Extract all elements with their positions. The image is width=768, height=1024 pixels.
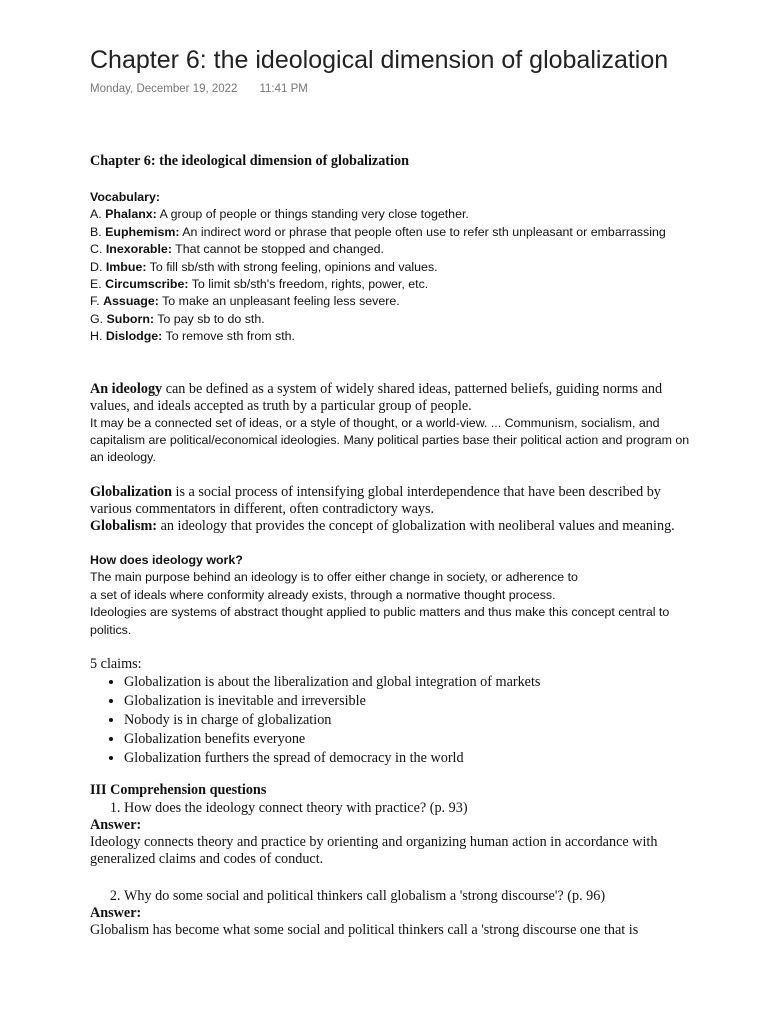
list-item: • Globalization is about the liberalization and global integration of markets [124, 673, 690, 692]
page-date: Monday, December 19, 2022 [90, 83, 238, 95]
page-time: 11:41 PM [259, 83, 308, 95]
how-line-1: The main purpose behind an ideology is to offer either change in society, or adherence to [90, 570, 578, 585]
globalization-section [90, 484, 690, 535]
note-content [90, 153, 690, 939]
how-title: How does ideology work? [90, 552, 243, 567]
vocab-definition: To make an unpleasant feeling less severe. [158, 294, 400, 309]
how-line-2: a set of ideals where conformity already exists, through a normative thought process. [90, 587, 556, 602]
globalism-term: Globalism: [90, 517, 158, 534]
how-line-3: Ideologies are systems of abstract thought applied to public matters and thus make this concept central to politics. [90, 605, 670, 637]
vocab-prefix: B. [90, 224, 106, 239]
ideology-extra: It may be a connected set of ideas, or a style of thought, or a world-view. ... Communism, socialism, and capitalism are political/economical ideologies. Many political parties base their political action and program on an ideology. [90, 415, 690, 465]
answer-1: Ideology connects theory and practice by orienting and organizing human action in accordance with generalized claims and codes of conduct. [90, 833, 658, 867]
claims-section [90, 656, 690, 768]
vocab-prefix: E. [90, 277, 106, 292]
vocab-definition: To remove sth from sth. [162, 329, 295, 344]
how-ideology-works-section [90, 552, 690, 639]
ideology-def-text: can be defined as a system of widely shared ideas, patterned beliefs, guiding norms and values, and ideals accepted as truth by a particular group of people. [90, 380, 663, 414]
vocab-prefix: H. [90, 329, 106, 344]
question-list-2 [90, 887, 690, 905]
vocab-item [90, 311, 690, 328]
list-item: • Globalization furthers the spread of democracy in the world [124, 749, 690, 768]
vocab-item [90, 224, 690, 241]
list-item: • Globalization is inevitable and irreversible [124, 692, 690, 711]
vocab-term: Euphemism: [105, 224, 180, 239]
page-meta [90, 83, 308, 95]
vocab-definition: An indirect word or phrase that people often use to refer sth unpleasant or embarrassing [179, 224, 666, 239]
globalism-definition [90, 518, 690, 535]
vocab-definition: To fill sb/sth with strong feeling, opinions and values. [146, 259, 438, 274]
vocab-prefix: D. [90, 259, 106, 274]
vocab-prefix: F. [90, 294, 104, 309]
ideology-section [90, 381, 690, 467]
vocab-definition: A group of people or things standing very close together. [156, 207, 469, 222]
question-2: 2. Why do some social and political thinkers call globalism a 'strong discourse'? (p. 96) [124, 887, 690, 905]
vocab-item [90, 293, 690, 310]
list-item: • Globalization benefits everyone [124, 730, 690, 749]
answer-2: Globalism has become what some social and political thinkers call a 'strong discourse one that is [90, 921, 639, 938]
vocab-term: Imbue: [105, 259, 147, 274]
vocab-term: Inexorable: [105, 242, 172, 257]
globalization-definition [90, 484, 690, 518]
answer-label-2: Answer: [90, 904, 142, 921]
page-title: Chapter 6: the ideological dimension of globalization [90, 46, 669, 74]
chapter-heading: Chapter 6: the ideological dimension of globalization [90, 153, 409, 169]
vocab-item [90, 259, 690, 276]
vocab-definition: To limit sb/sth's freedom, rights, power, etc. [188, 277, 429, 292]
vocab-item [90, 276, 690, 293]
vocab-term: Circumscribe: [105, 277, 189, 292]
vocab-item [90, 241, 690, 258]
comprehension-title: III Comprehension questions [90, 781, 267, 798]
ideology-definition [90, 381, 690, 415]
globalism-def-text: an ideology that provides the concept of globalization with neoliberal values and meaning. [157, 517, 675, 534]
vocab-term: Suborn: [106, 311, 155, 326]
vocab-prefix: C. [90, 242, 106, 257]
list-item: • Nobody is in charge of globalization [124, 711, 690, 730]
vocab-item [90, 328, 690, 345]
vocab-definition: That cannot be stopped and changed. [171, 242, 384, 257]
vocab-term: Assuage: [103, 294, 159, 309]
answer-label-1: Answer: [90, 816, 142, 833]
vocabulary-title: Vocabulary: [90, 190, 161, 204]
vocab-term: Phalanx: [105, 207, 157, 222]
vocab-definition: To pay sb to do sth. [154, 311, 265, 326]
globalization-term: Globalization [90, 483, 172, 500]
claims-title: 5 claims: [90, 655, 142, 672]
question-1: 1. How does the ideology connect theory with practice? (p. 93) [124, 799, 690, 817]
globalization-def-text: is a social process of intensifying global interdependence that have been described by various commentators in different, often contradictory ways. [90, 483, 661, 517]
claims-list [90, 673, 690, 768]
vocabulary-section [90, 189, 690, 346]
vocab-term: Dislodge: [105, 329, 163, 344]
vocabulary-list [90, 206, 690, 345]
ideology-term: An ideology [90, 380, 163, 397]
vocab-prefix: A. [90, 207, 106, 222]
vocab-item [90, 206, 690, 223]
comprehension-section [90, 782, 690, 939]
vocab-prefix: G. [90, 311, 107, 326]
question-list-1 [90, 799, 690, 817]
